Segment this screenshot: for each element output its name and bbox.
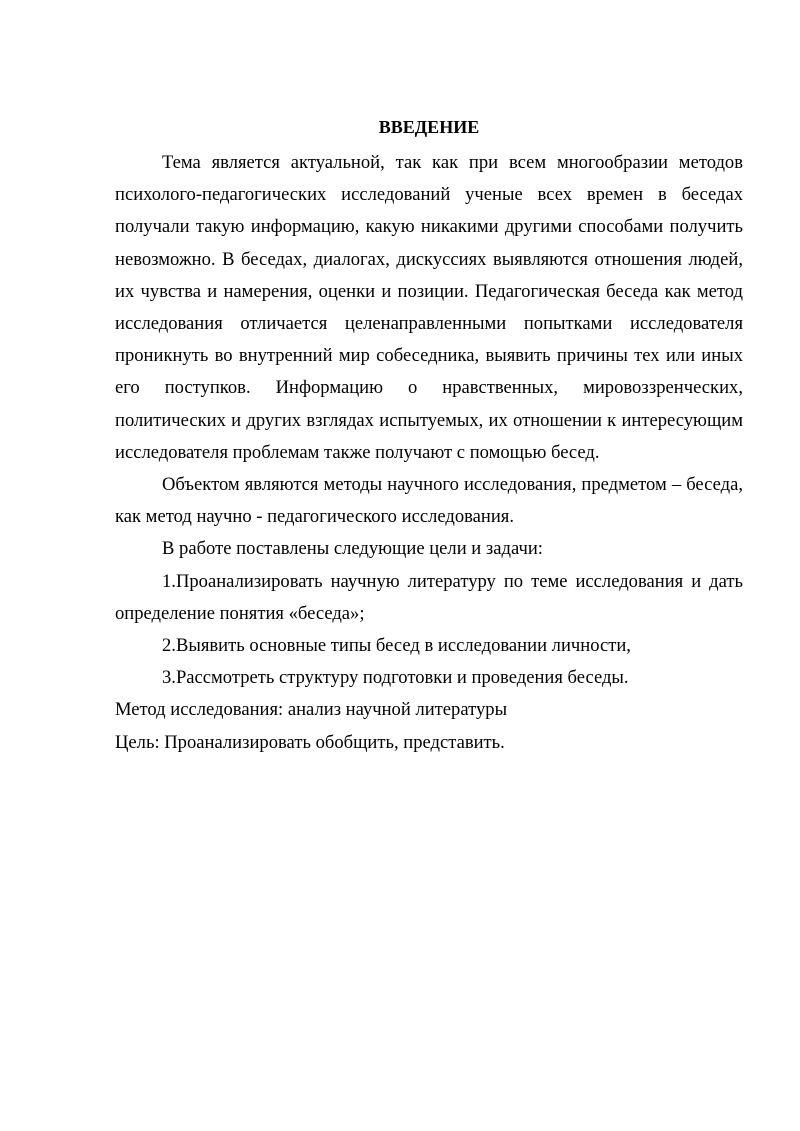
section-heading: ВВЕДЕНИЕ <box>378 117 480 137</box>
task-item-2: 2.Выявить основные типы бесед в исследовании личности, <box>162 635 631 657</box>
goal-line: Цель: Проанализировать обобщить, представить. <box>115 731 505 753</box>
task-item-3: 3.Рассмотреть структуру подготовки и проведения беседы. <box>162 667 629 689</box>
research-method-line: Метод исследования: анализ научной литературы <box>115 699 508 721</box>
object-subject-paragraph: Объектом являются методы научного исследования, предметом – беседа, как метод научно - педагогического исследования. <box>115 474 743 528</box>
goals-intro-paragraph: В работе поставлены следующие цели и задачи: <box>162 538 543 560</box>
document-body <box>115 147 743 759</box>
task-item-1: 1.Проанализировать научную литературу по теме исследования и дать определение понятия «беседа»; <box>115 570 743 624</box>
intro-paragraph: Тема является актуальной, так как при всем многообразии методов психолого-педагогических исследований ученые всех времен в беседах получали такую информацию, какую никакими другими способами получить невозможно. В беседах, диалогах, дискуссиях выявляются отношения людей, их чувства и намерения, оценки и позиции. Педагогическая беседа как метод исследования отличается целенаправленными попытками исследователя проникнуть во внутренний мир собеседника, выявить причины тех или иных его поступков. Информацию о нравственных, мировоззренческих, политических и других взглядах испытуемых, их отношении к интересующим исследователя проблемам также получают с помощью бесед. <box>115 152 743 463</box>
